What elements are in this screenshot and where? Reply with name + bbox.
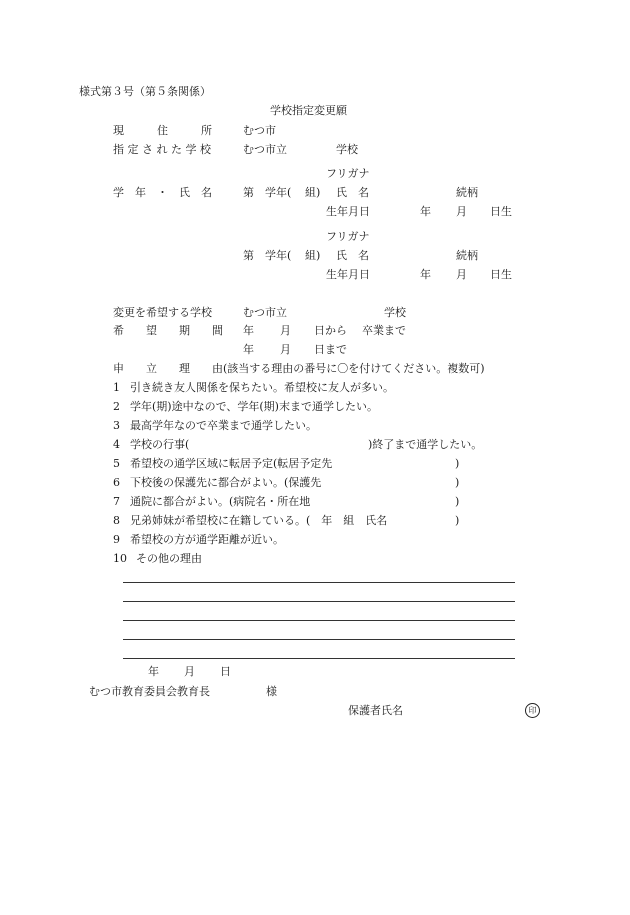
reason-num-8: 8 [113, 514, 120, 527]
reason-text-10: その他の理由 [136, 552, 202, 565]
student-month-1: 月 [456, 205, 467, 218]
student-furigana-1: フリガナ [326, 167, 370, 180]
designated-school-suffix: 学校 [336, 143, 358, 156]
reason-text-1: 引き続き友人関係を保ちたい。希望校に友人が多い。 [130, 381, 394, 394]
desired-school-label: 変更を希望する学校 [113, 306, 212, 319]
other-reason-line-4[interactable] [123, 639, 515, 640]
student-year-2: 年 [420, 268, 431, 281]
designated-school-label: 指 定 さ れ た 学 校 [113, 143, 211, 156]
reason-text-3: 最高学年なので卒業まで通学したい。 [130, 419, 317, 432]
addressee: むつ市教育委員会教育長 [89, 685, 210, 698]
student-name-1: 氏 名 [336, 186, 369, 199]
student-birthdate-2: 生年月日 [326, 268, 370, 281]
reason-num-10: 10 [113, 552, 127, 565]
student-birthdate-1: 生年月日 [326, 205, 370, 218]
student-birthday-2: 日生 [490, 268, 512, 281]
other-reason-line-2[interactable] [123, 601, 515, 602]
reason-num-7: 7 [113, 495, 120, 508]
other-reason-line-3[interactable] [123, 620, 515, 621]
reason-num-6: 6 [113, 476, 120, 489]
reason-num-9: 9 [113, 533, 120, 546]
reason-num-3: 3 [113, 419, 120, 432]
student-name-2: 氏 名 [336, 249, 369, 262]
reason-text-9: 希望校の方が通学距離が近い。 [130, 533, 284, 546]
student-grade-prefix-2: 第 [243, 249, 254, 262]
other-reason-line-5[interactable] [123, 658, 515, 659]
student-birthday-1: 日生 [490, 205, 512, 218]
period-to-month: 月 [280, 343, 291, 356]
reason-text-8: 兄弟姉妹が希望校に在籍している。( 年 組 氏名 [130, 514, 388, 527]
student-grade-prefix-1: 第 [243, 186, 254, 199]
student-grade-2: 学年( [265, 249, 292, 262]
student-year-1: 年 [420, 205, 431, 218]
student-relation-1: 続柄 [456, 186, 478, 199]
student-class-1: 組) [305, 186, 321, 199]
date-day: 日 [220, 665, 231, 678]
period-to-day: 日まで [314, 343, 347, 356]
designated-school-value: むつ市立 [243, 143, 287, 156]
period-to-year: 年 [243, 343, 254, 356]
student-class-2: 組) [305, 249, 321, 262]
period-label: 希 望 期 間 [113, 324, 223, 337]
seal-mark: 印 [525, 703, 540, 718]
desired-school-suffix: 学校 [384, 306, 406, 319]
date-month: 月 [184, 665, 195, 678]
reason-close-6: ) [455, 476, 460, 489]
period-from-day: 日から [314, 324, 347, 337]
honorific: 様 [266, 685, 277, 698]
reason-text-4: 学校の行事( [130, 438, 190, 451]
form-title: 学校指定変更願 [270, 104, 347, 117]
form-number: 様式第３号（第５条関係） [79, 85, 211, 98]
desired-school-value: むつ市立 [243, 306, 287, 319]
student-month-2: 月 [456, 268, 467, 281]
reason-text-5: 希望校の通学区域に転居予定(転居予定先 [130, 457, 333, 470]
period-until-graduation: 卒業まで [362, 324, 406, 337]
reason-close-7: ) [455, 495, 460, 508]
reason-num-2: 2 [113, 400, 120, 413]
reason-num-5: 5 [113, 457, 120, 470]
period-from-month: 月 [280, 324, 291, 337]
reason-num-1: 1 [113, 381, 120, 394]
reason-num-4: 4 [113, 438, 120, 451]
reason-text-7: 通院に都合がよい。(病院名・所在地 [130, 495, 311, 508]
student-furigana-2: フリガナ [326, 230, 370, 243]
other-reason-line-1[interactable] [123, 582, 515, 583]
reason-header: 申 立 理 由(該当する理由の番号に〇を付けてください。複数可) [113, 362, 485, 375]
reason-text-2: 学年(期)途中なので、学年(期)末まで通学したい。 [130, 400, 378, 413]
student-relation-2: 続柄 [456, 249, 478, 262]
period-from-year: 年 [243, 324, 254, 337]
address-label: 現 住 所 [113, 124, 212, 137]
date-year: 年 [148, 665, 159, 678]
address-value: むつ市 [243, 124, 276, 137]
reason-text-6: 下校後の保護先に都合がよい。(保護先 [130, 476, 322, 489]
reason-close-5: ) [455, 457, 460, 470]
reason-tail-4: )終了まで通学したい。 [368, 438, 483, 451]
reason-close-8: ) [455, 514, 460, 527]
guardian-label: 保護者氏名 [348, 704, 403, 717]
student-label: 学 年 ・ 氏 名 [113, 186, 212, 199]
student-grade-1: 学年( [265, 186, 292, 199]
